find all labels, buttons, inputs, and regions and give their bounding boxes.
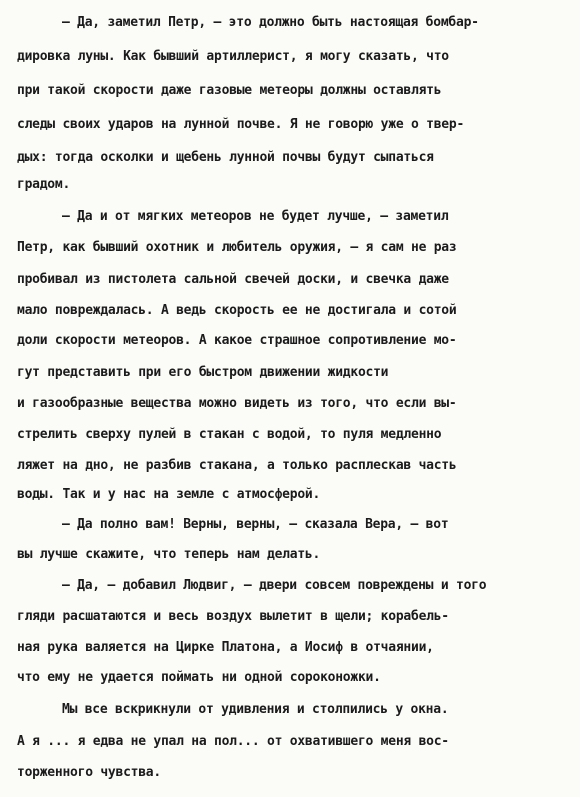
text-line: торженного чувства.	[17, 765, 161, 780]
text-line: доли скорости метеоров. А какое страшное сопротивление мо-	[17, 333, 457, 348]
text-line: гляди расшатаются и весь воздух вылетит в щели; корабель-	[17, 609, 449, 624]
text-line: стрелить сверху пулей в стакан с водой, то пуля медленно	[17, 427, 442, 442]
text-line: Петр, как бывший охотник и любитель оружия, – я сам не раз	[17, 240, 457, 255]
text-line: мало повреждалась. А ведь скорость ее не достигала и сотой	[17, 303, 457, 318]
text-line: дировка луны. Как бывший артиллерист, я могу сказать, что	[17, 49, 449, 64]
text-line: ляжет на дно, не разбив стакана, а только расплескав часть	[17, 458, 457, 473]
text-line: дых: тогда осколки и щебень лунной почвы будут сыпаться	[17, 150, 434, 165]
text-line: ная рука валяется на Цирке Платона, а Иосиф в отчаянии,	[17, 640, 434, 655]
text-line: и газообразные вещества можно видеть из того, что если вы-	[17, 396, 457, 411]
text-line: А я ... я едва не упал на пол... от охватившего меня вос-	[17, 734, 449, 749]
text-line: при такой скорости даже газовые метеоры должны оставлять	[17, 83, 442, 98]
text-line: Мы все вскрикнули от удивления и столпились у окна.	[62, 702, 449, 717]
text-line: градом.	[17, 177, 71, 192]
text-line: пробивал из пистолета сальной свечей доски, и свечка даже	[17, 272, 449, 287]
text-line: что ему не удается поймать ни одной сороконожки.	[17, 670, 381, 685]
text-line: гут представить при его быстром движении жидкости	[17, 365, 389, 380]
text-line: следы своих ударов на лунной почве. Я не говорю уже о твер-	[17, 117, 465, 132]
text-line: вы лучше скажите, что теперь нам делать.	[17, 547, 321, 562]
text-line: – Да, заметил Петр, – это должно быть настоящая бомбар-	[62, 15, 479, 30]
text-line: – Да полно вам! Верны, верны, – сказала Вера, – вот	[62, 517, 449, 532]
text-line: воды. Так и у нас на земле с атмосферой.	[17, 487, 321, 502]
text-line: – Да и от мягких метеоров не будет лучше, – заметил	[62, 209, 449, 224]
text-line: – Да, – добавил Людвиг, – двери совсем повреждены и того	[62, 578, 487, 593]
